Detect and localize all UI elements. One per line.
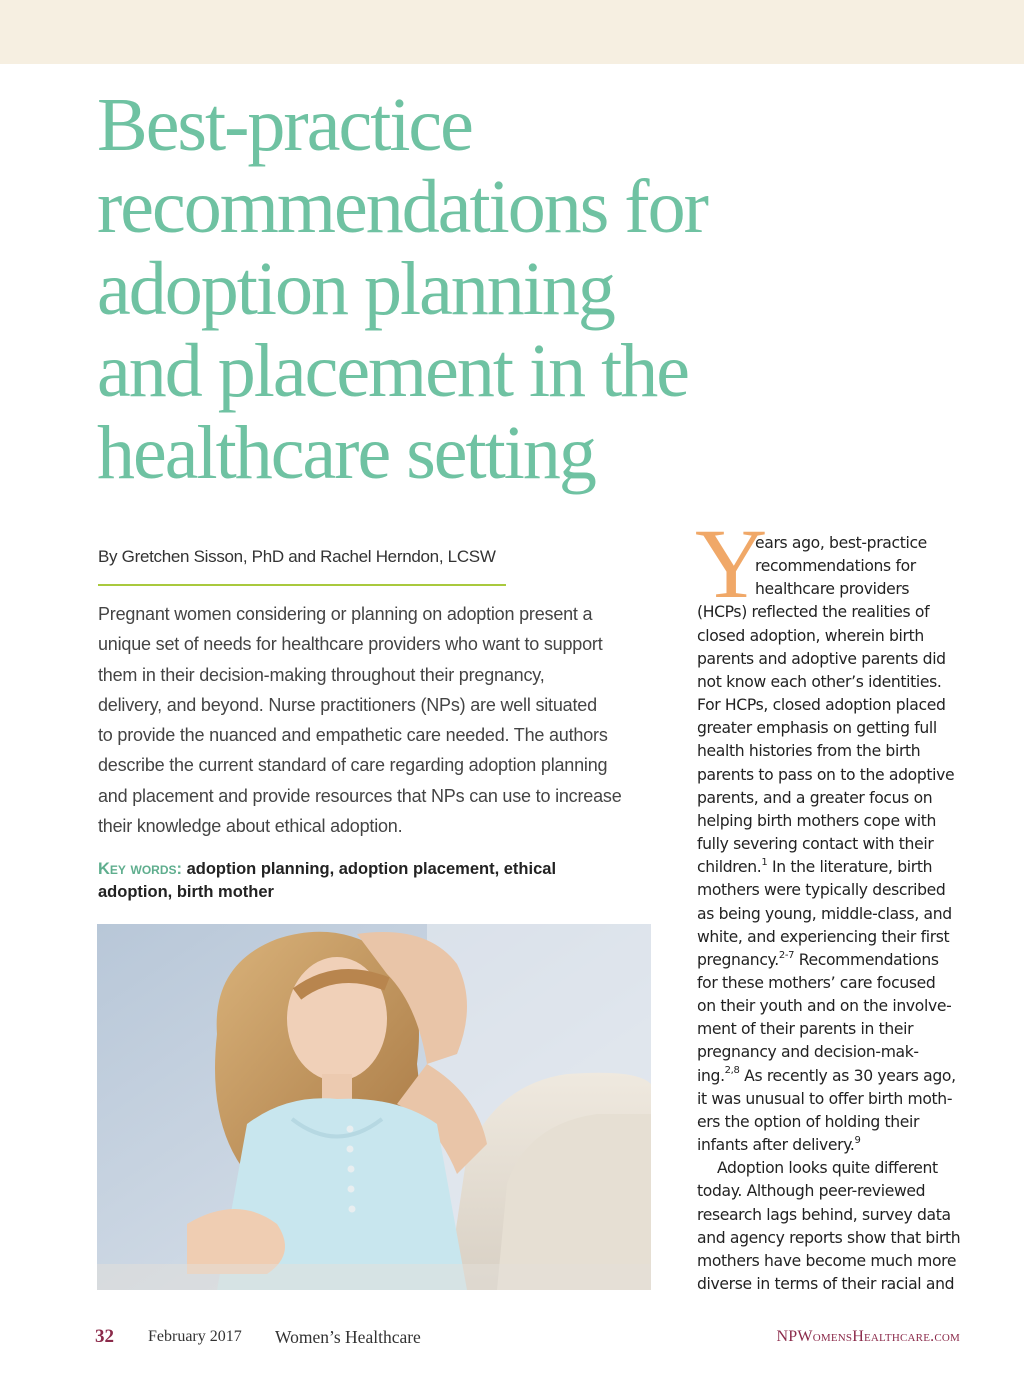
issue-date: February 2017 — [148, 1328, 242, 1345]
body-line: diverse in terms of their racial and — [697, 1275, 955, 1293]
keywords-line — [98, 858, 658, 881]
citation: 9 — [854, 1134, 861, 1146]
body-line: research lags behind, survey data — [697, 1205, 951, 1224]
body-line: for these mothers’ care focused — [697, 973, 936, 992]
title-line: recommendations for — [97, 165, 707, 249]
abstract-line: Pregnant women considering or planning on adoption present a — [98, 604, 593, 624]
title-line: healthcare setting — [97, 411, 595, 495]
journal-name: Women’s Healthcare — [275, 1327, 421, 1347]
body-line: greater emphasis on getting full — [697, 719, 937, 738]
body-line — [697, 949, 967, 972]
body-text: children. — [697, 858, 762, 877]
photo-woman-on-sofa — [97, 924, 651, 1290]
abstract-line: them in their decision-making throughout their pregnancy, — [98, 664, 545, 685]
body-text-column — [697, 532, 967, 1296]
body-text: As recently as 30 years ago, — [739, 1066, 956, 1085]
abstract-line: their knowledge about ethical adoption. — [98, 816, 403, 837]
body-text: pregnancy. — [697, 950, 779, 969]
body-line: as being young, middle-class, and — [697, 904, 952, 923]
abstract-line: and placement and provide resources that NPs can use to increase — [98, 785, 622, 806]
body-line — [697, 1134, 967, 1157]
body-line: health histories from the birth — [697, 742, 921, 761]
abstract-line: delivery, and beyond. Nurse practitioners (NPs) are well situated — [98, 694, 597, 715]
body-line: For HCPs, closed adoption placed — [697, 696, 946, 715]
body-line: ears ago, best-practice — [755, 534, 927, 552]
body-line: (HCPs) reflected the realities of — [697, 603, 930, 622]
body-line: parents to pass on to the adoptive — [697, 765, 955, 784]
byline: By Gretchen Sisson, PhD and Rachel Herndon, LCSW — [98, 547, 496, 566]
body-line: pregnancy and decision-mak- — [697, 1043, 919, 1062]
abstract-line: to provide the nuanced and empathetic care needed. The authors — [98, 725, 608, 746]
body-line: parents and adoptive parents did — [697, 649, 946, 668]
title-line: adoption planning — [97, 247, 614, 331]
citation: 2,8 — [724, 1065, 740, 1077]
citation: 2-7 — [778, 949, 795, 961]
body-text: In the literature, birth — [767, 858, 933, 877]
body-text: ing. — [697, 1066, 725, 1085]
abstract-line: unique set of needs for healthcare providers who want to support — [98, 634, 603, 655]
body-line — [697, 856, 967, 879]
keywords — [98, 858, 658, 904]
body-line: closed adoption, wherein birth — [697, 626, 924, 645]
article-title — [97, 84, 817, 494]
body-line: today. Although peer-reviewed — [697, 1182, 926, 1201]
body-line: Adoption looks quite different — [717, 1159, 938, 1178]
body-line: it was unusual to offer birth moth- — [697, 1089, 953, 1108]
body-line: mothers have become much more — [697, 1251, 957, 1270]
page-footer — [0, 1322, 1024, 1352]
body-line: recommendations for — [755, 557, 916, 576]
body-line: helping birth mothers cope with — [697, 811, 936, 830]
keywords-text: adoption, birth mother — [98, 883, 274, 901]
divider-rule — [98, 584, 506, 586]
abstract — [98, 599, 658, 841]
keywords-label: Key words: — [98, 860, 182, 878]
body-text: infants after delivery. — [697, 1136, 855, 1155]
body-line: white, and experiencing their first — [697, 927, 950, 946]
body-line: fully severing contact with their — [697, 835, 934, 854]
body-line: ment of their parents in their — [697, 1020, 914, 1039]
body-line: on their youth and on the involve- — [697, 997, 952, 1016]
website-link[interactable]: NPWomensHealthcare.com — [776, 1328, 960, 1345]
body-line: not know each other’s identities. — [697, 672, 942, 691]
page-number: 32 — [95, 1326, 114, 1347]
keywords-text: adoption planning, adoption placement, ethical — [186, 860, 557, 878]
body-line: parents, and a greater focus on — [697, 788, 933, 807]
abstract-line: describe the current standard of care regarding adoption planning — [98, 755, 608, 776]
top-color-band — [0, 0, 1024, 64]
body-line: healthcare providers — [755, 580, 910, 599]
body-text: Recommendations — [794, 950, 939, 969]
body-line: ers the option of holding their — [697, 1112, 920, 1131]
body-line: mothers were typically described — [697, 881, 946, 900]
body-line — [697, 1065, 967, 1088]
citation: 1 — [761, 857, 768, 868]
title-line: and placement in the — [97, 329, 688, 413]
drop-cap: Y — [695, 508, 768, 619]
title-line: Best-practice — [97, 83, 472, 167]
article-photo — [97, 924, 651, 1290]
body-line: and agency reports show that birth — [697, 1228, 961, 1247]
